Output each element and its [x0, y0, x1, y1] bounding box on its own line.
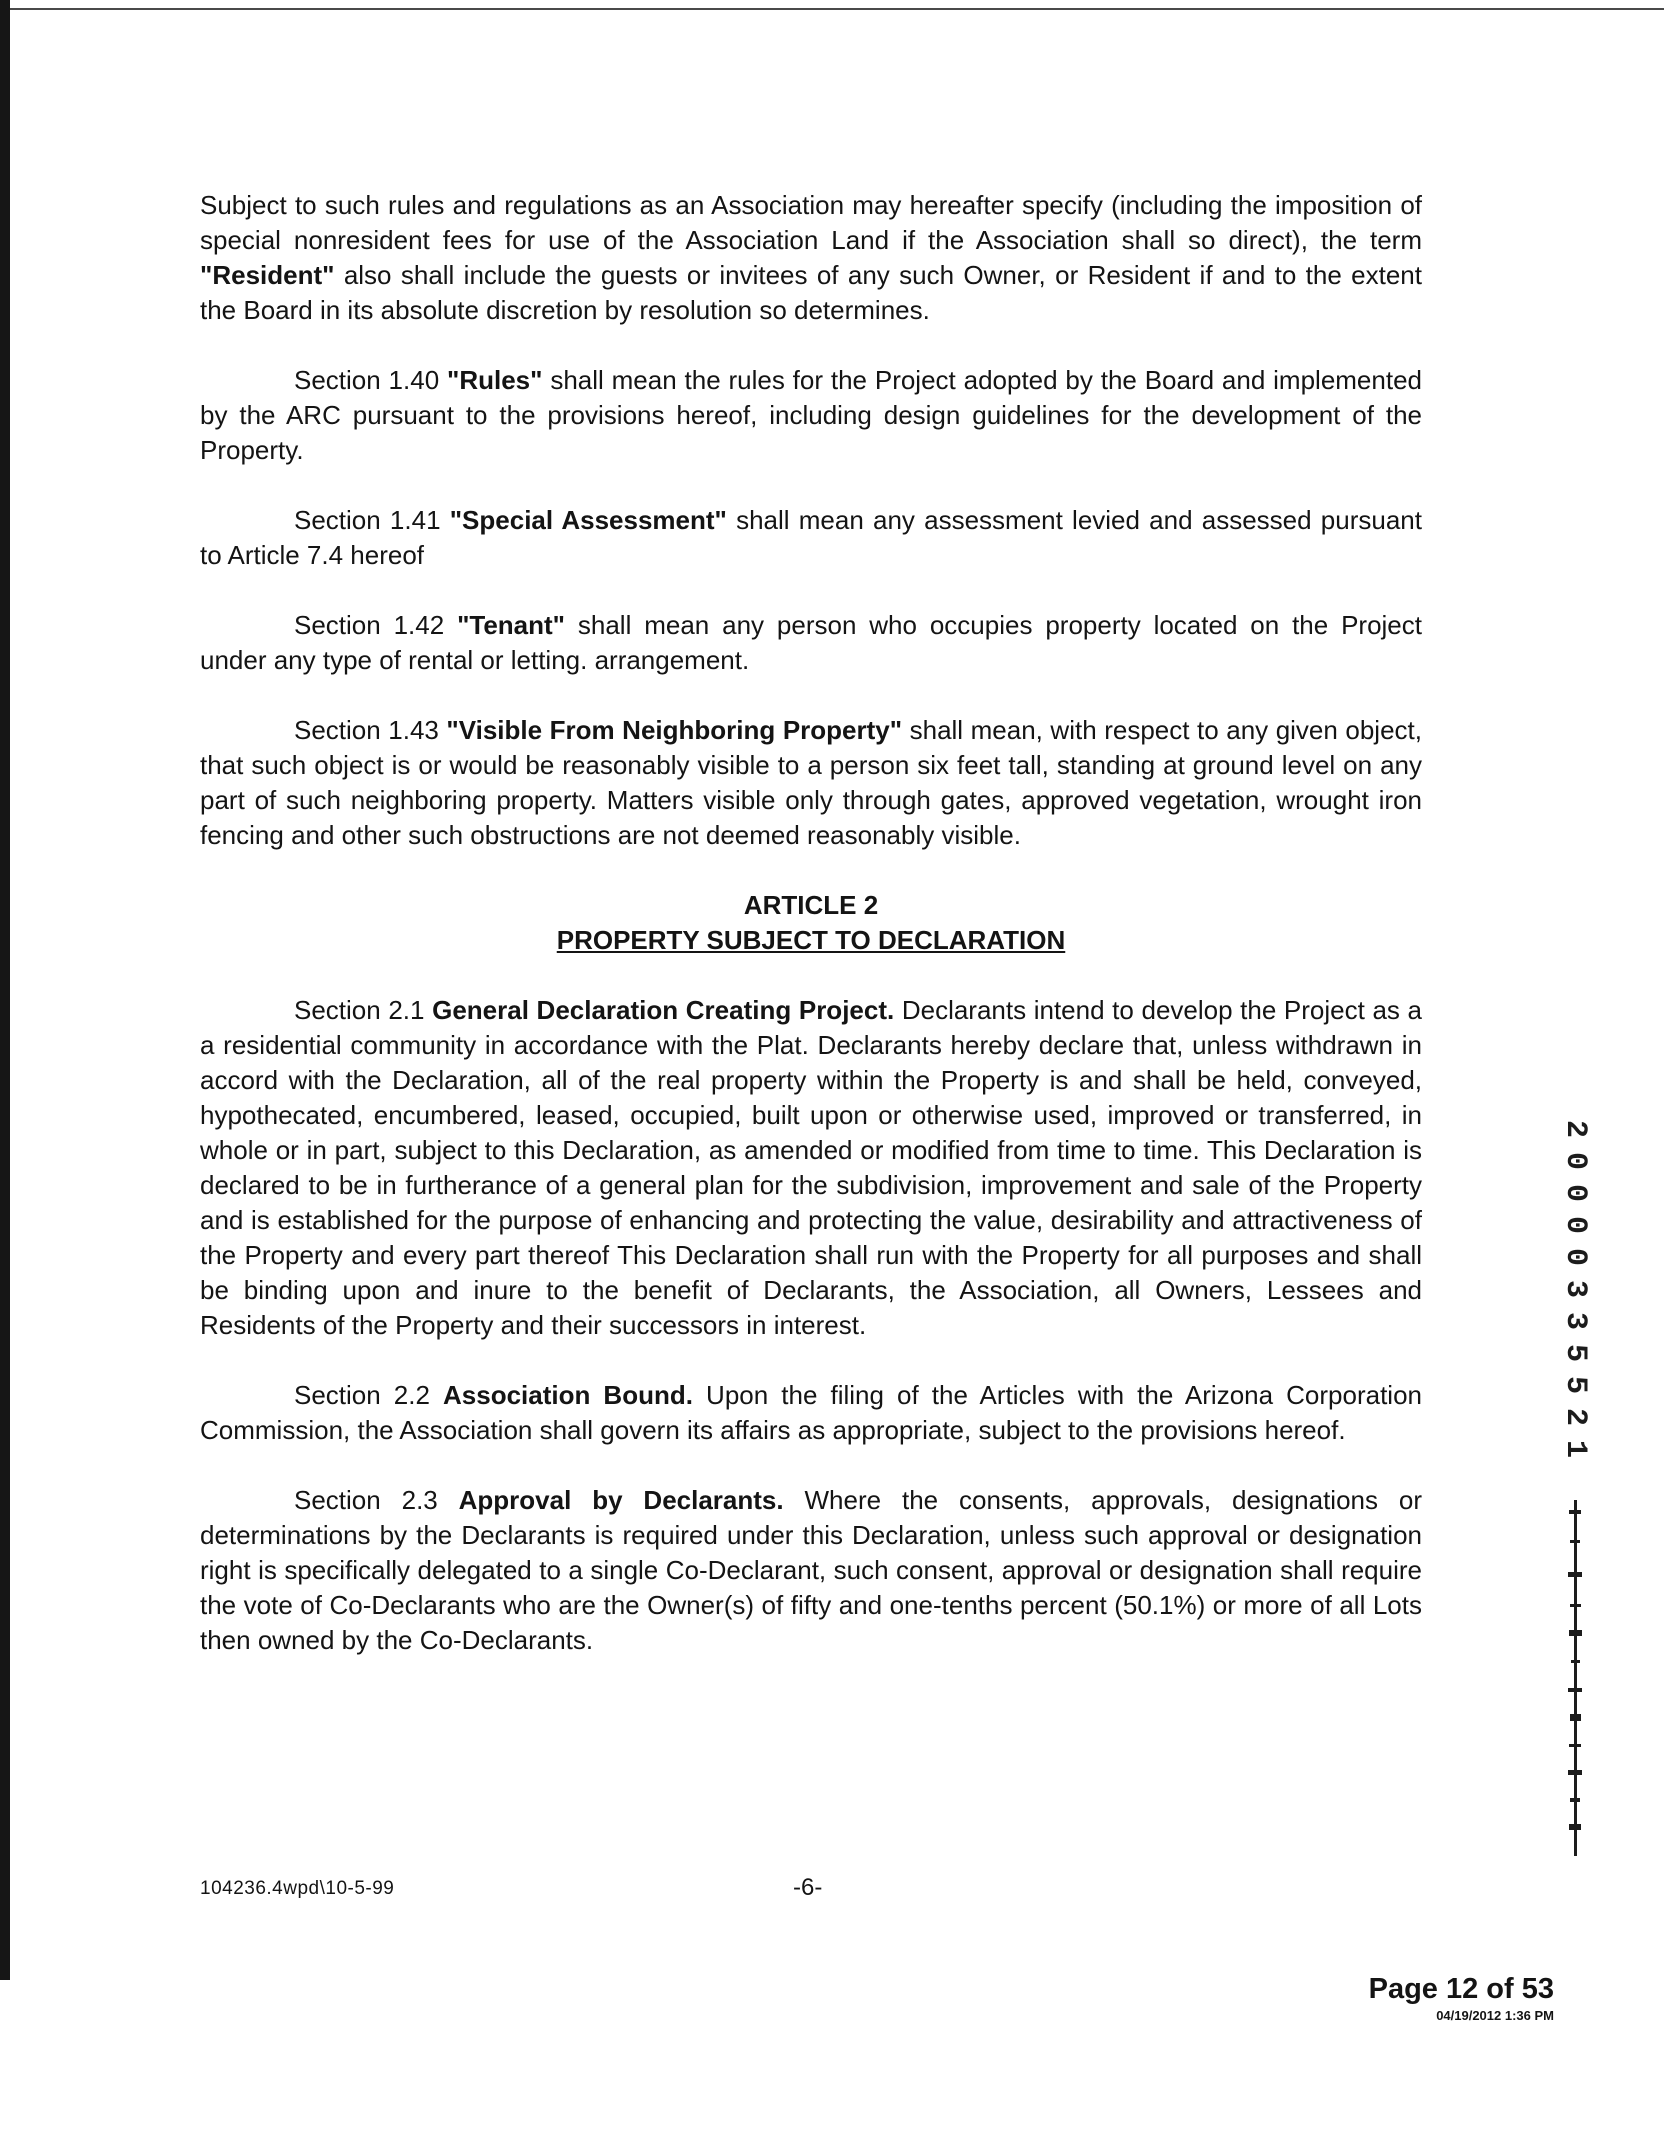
section-2-1 [200, 993, 1422, 1343]
section-1-42-number: Section 1.42 [294, 610, 458, 640]
section-1-42 [200, 608, 1422, 678]
paragraph-resident-continuation [200, 188, 1422, 328]
page-stamp [1369, 1972, 1554, 2024]
section-2-3-title: Approval by Declarants. [458, 1485, 784, 1515]
section-1-40-text: shall mean the rules for the Project adopted by the Board and implemented by the ARC pursuant to the provisions hereof, including design guidelines for the development of the Property. [200, 365, 1422, 465]
page-number: -6- [793, 1874, 823, 1901]
article-2-heading [200, 888, 1422, 958]
recording-stamp [1558, 1120, 1592, 1856]
section-2-1-text: Declarants intend to develop the Project as a a residential community in accordance with the Plat. Declarants hereby declare that, unless withdrawn in accord with the Declaration, all of the real property within the Property is and shall be held, conveyed, hypothecated, encumbered, leased, occupied, built upon or otherwise used, improved or transferred, in whole or in part, subject to this Declaration, as amended or modified from time to time. This Declaration is declared to be in furtherance of a general plan for the subdivision, improvement and sale of the Property and is established for the purpose of enhancing and protecting the value, desirability and attractiveness of the Property and every part thereof This Declaration shall run with the Property for all purposes and shall be binding upon and inure to the benefit of Declarants, the Association, all Owners, Lessees and Residents of the Property and their successors in interest. [200, 995, 1422, 1340]
section-1-42-text: shall mean any person who occupies property located on the Project under any type of rental or letting. arrangement. [200, 610, 1422, 675]
section-1-43 [200, 713, 1422, 853]
section-1-40-term: "Rules" [447, 365, 543, 395]
section-2-3-number: Section 2.3 [294, 1485, 459, 1515]
resident-text-end: also shall include the guests or invitees of any such Owner, or Resident if and to the extent the Board in its absolute discretion by resolution so determines. [200, 260, 1422, 325]
section-2-1-number: Section 2.1 [294, 995, 433, 1025]
article-2-title: PROPERTY SUBJECT TO DECLARATION [556, 925, 1066, 955]
section-1-43-text: shall mean, with respect to any given object, that such object is or would be reasonably visible to a person six feet tall, standing at ground level on any part of such neighboring property. Matters visible only through gates, approved vegetation, wrought iron fencing and other such obstructions are not deemed reasonably visible. [200, 715, 1422, 850]
section-2-2-title: Association Bound. [443, 1380, 693, 1410]
section-1-40-number: Section 1.40 [294, 365, 448, 395]
section-2-2-number: Section 2.2 [294, 1380, 443, 1410]
section-1-42-term: "Tenant" [457, 610, 566, 640]
section-1-41-term: "Special Assessment" [449, 505, 727, 535]
section-1-43-term: "Visible From Neighboring Property" [446, 715, 903, 745]
resident-term: "Resident" [200, 260, 335, 290]
print-timestamp: 04/19/2012 1:36 PM [1436, 2008, 1554, 2023]
section-1-41 [200, 503, 1422, 573]
barcode-icon [1566, 1500, 1584, 1856]
file-reference: 104236.4wpd\10-5-99 [200, 1878, 395, 1899]
page-count: Page 12 of 53 [1368, 1973, 1554, 2005]
section-2-3-text: Where the consents, approvals, designations or determinations by the Declarants is required under this Declaration, unless such approval or designation right is specifically delegated to a single Co-Declarant, such consent, approval or designation shall require the vote of Co-Declarants who are the Owner(s) of fifty and one-tenths percent (50.1%) or more of all Lots then owned by the Co-Declarants. [200, 1485, 1423, 1655]
section-2-2 [200, 1378, 1422, 1448]
section-1-40 [200, 363, 1422, 468]
resident-text-start: Subject to such rules and regulations as an Association may hereafter specify (including the imposition of special nonresident fees for use of the Association Land if the Association shall so direct), the term [200, 190, 1422, 255]
scan-left-edge [0, 0, 10, 1980]
section-2-3 [200, 1483, 1422, 1658]
section-2-1-title: General Declaration Creating Project. [432, 995, 895, 1025]
section-2-2-text: Upon the filing of the Articles with the Arizona Corporation Commission, the Association shall govern its affairs as appropriate, subject to the provisions hereof. [200, 1380, 1422, 1445]
recording-number: 20000335521 [1558, 1120, 1592, 1473]
scan-top-rule [10, 8, 1664, 10]
section-1-41-text: shall mean any assessment levied and assessed pursuant to Article 7.4 hereof [200, 505, 1422, 570]
section-1-43-number: Section 1.43 [294, 715, 447, 745]
article-2-number: ARTICLE 2 [743, 890, 879, 920]
document-body [200, 188, 1422, 1658]
section-1-41-number: Section 1.41 [294, 505, 450, 535]
